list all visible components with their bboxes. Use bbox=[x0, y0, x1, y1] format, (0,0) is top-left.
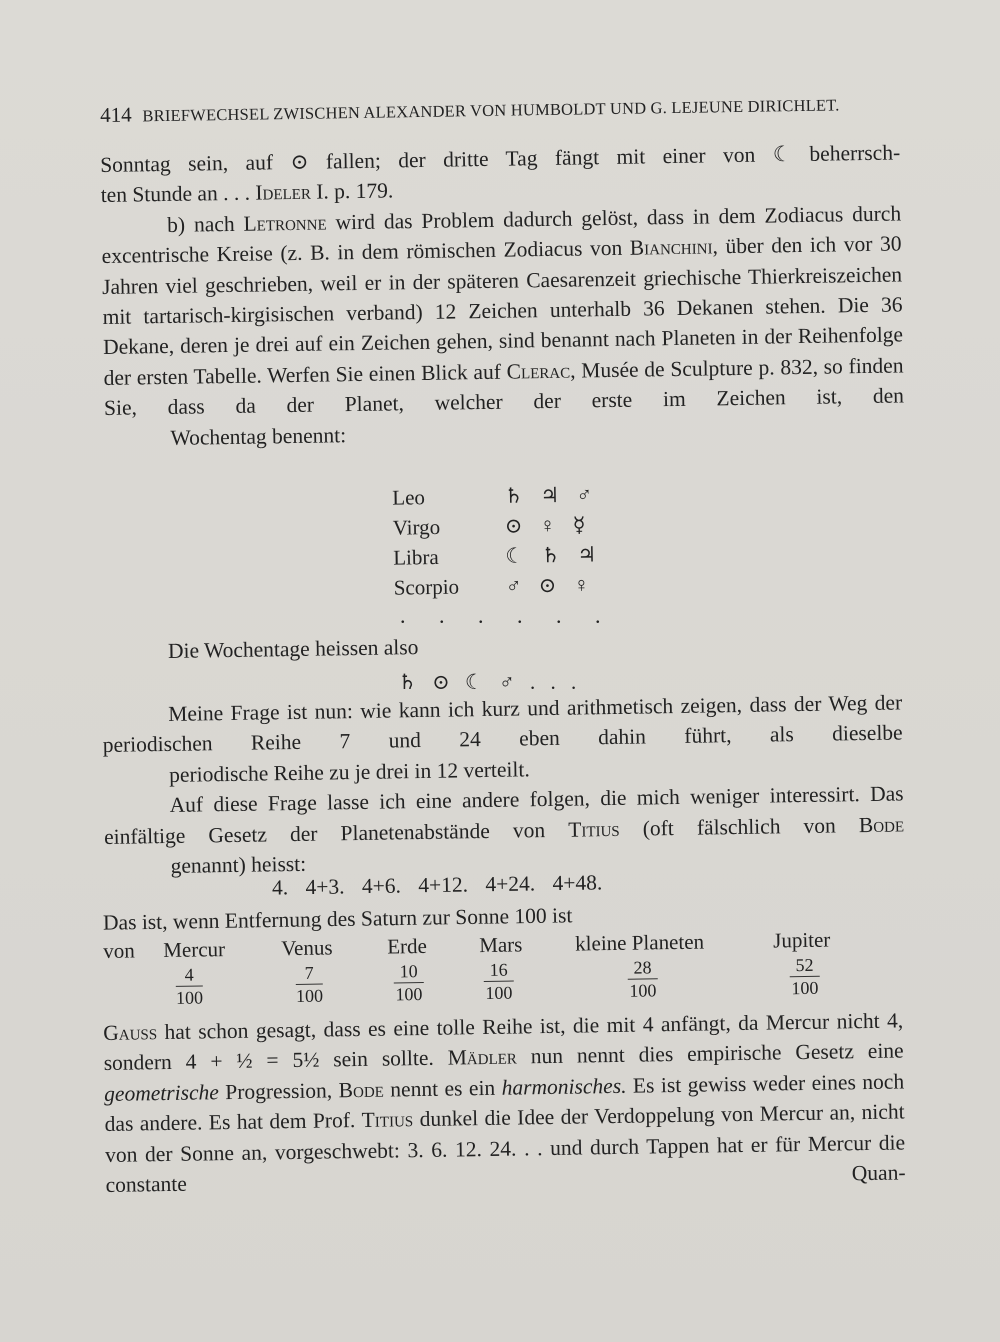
zodiac-row: Scorpio ♂ ⊙ ♀ bbox=[393, 572, 596, 600]
paragraph-3: Meine Frage ist nun: wie kann ich kurz und arithmetisch zeigen, dass der Weg der periodischen Reihe 7 und 24 eben dahin führt, als dieselbe periodische Reihe zu je drei in 12 verteilt. bbox=[102, 690, 903, 787]
distance-fraction: $\frac{28}{100}$ bbox=[629, 957, 657, 1001]
author-letronne: Letronne bbox=[243, 210, 327, 236]
author-titius-2: Titius bbox=[361, 1107, 414, 1133]
author-titius: Titius bbox=[568, 816, 620, 842]
paragraph-5: Gauss hat schon gesagt, dass es eine tolle Reihe ist, die mit 4 anfängt, da Mercur nicht 4, sondern 4 + ½ = 5½ sein sollte. Mädler nun nennt dies empirische Gesetz eine geometrische Progression, Bode nennt es ein harmonisches. Es ist gewiss weder eines noch das andere. Es hat dem Prof. Titius dunkel die Idee der Verdoppelung von Mercur an, nicht von der Sonne an, vorgeschwebt: 3. 6. 12. 24. . . und durch Tappen hat er für Mercur die constante Quan- bbox=[103, 1008, 906, 1198]
planet-name: Mercur bbox=[163, 937, 226, 963]
zodiac-row: Virgo ⊙ ♀ ☿ bbox=[392, 512, 592, 540]
zodiac-table bbox=[392, 479, 606, 602]
running-title: BRIEFWECHSEL ZWISCHEN ALEXANDER VON HUMBOLDT UND G. LEJEUNE DIRICHLET. bbox=[142, 95, 840, 126]
distance-fraction: $\frac{4}{100}$ bbox=[175, 964, 204, 1008]
p1-line2: ten Stunde an . . . Ideler I. p. 179. bbox=[100, 178, 394, 208]
paragraph-2: b) nach Letronne wird das Problem dadurch gelöst, dass in dem Zodiacus durch excentrische Kreise (z. B. in dem römischen Zodiacus von Bianchini, über den ich vor 30 Jahren viel geschrieben, weil er in der späteren Caesarenzeit griechische Thierkreiszeichen mit tartarisch-kirgisischen verband) 12 Zeichen unterhalb 36 Dekanen stehen. Die 36 Dekane, deren je drei auf ein Zeichen gehen, sind benannt nach Planeten in der Reihenfolge der ersten Tabelle. Werfen Sie einen Blick auf Clerac, Musée de Sculpture p. 832, so finden Sie, dass da der Planet, welcher der erste im Zeichen ist, den Wochentag benennt: bbox=[101, 198, 905, 454]
planet-name: Jupiter bbox=[772, 927, 831, 953]
weekday-symbols: ♄ ⊙ ☾ ♂ . . . bbox=[398, 670, 582, 694]
p1-line1: Sonntag sein, auf ⊙ fallen; der dritte Tag fängt mit einer von ☾ beherrsch- bbox=[100, 140, 901, 177]
page-number: 414 bbox=[100, 102, 132, 127]
author-ideler: Ideler bbox=[255, 180, 312, 205]
running-header bbox=[100, 90, 900, 128]
text-block-top bbox=[100, 137, 905, 454]
author-bode-2: Bode bbox=[338, 1077, 385, 1103]
author-gauss: Gauss bbox=[103, 1020, 158, 1045]
planet-distance-table bbox=[103, 923, 864, 1015]
weekdays-intro: Die Wochentage heissen also bbox=[167, 635, 419, 663]
p2-last-line: Wochentag benennt: bbox=[170, 422, 347, 450]
distance-fraction: $\frac{16}{100}$ bbox=[485, 959, 513, 1003]
text-block-middle bbox=[102, 687, 905, 882]
saturn-reference-line: Das ist, wenn Entfernung des Saturn zur Sonne 100 ist bbox=[102, 903, 573, 935]
author-bode: Bode bbox=[858, 812, 905, 837]
distance-fraction: $\frac{7}{100}$ bbox=[295, 962, 324, 1006]
distance-fraction: $\frac{10}{100}$ bbox=[395, 961, 423, 1005]
text-block-bottom bbox=[103, 1005, 906, 1200]
von-label: von bbox=[103, 938, 135, 963]
planet-name: Mars bbox=[479, 932, 523, 958]
planet-name: Venus bbox=[281, 935, 333, 961]
author-maedler: Mädler bbox=[447, 1044, 518, 1070]
zodiac-ellipsis: . . . . . . bbox=[400, 603, 615, 628]
planet-name: Erde bbox=[387, 933, 428, 959]
author-clerac: Clerac bbox=[506, 358, 571, 384]
distance-fraction: $\frac{52}{100}$ bbox=[791, 954, 819, 999]
zodiac-row: Libra ☾ ♄ ♃ bbox=[393, 542, 603, 570]
zodiac-row: Leo ♄ ♃ ♂ bbox=[392, 482, 599, 510]
titius-series: 4. 4+3. 4+6. 4+12. 4+24. 4+48. bbox=[271, 870, 603, 900]
planet-name: kleine Planeten bbox=[575, 929, 705, 956]
author-bianchini: Bianchini bbox=[629, 234, 713, 260]
paragraph-4: Auf diese Frage lasse ich eine andere folgen, die mich weniger interessirt. Das einfältige Gesetz der Planetenabstände von Titius (oft fälschlich von Bode genannt) heisst: bbox=[103, 781, 905, 878]
